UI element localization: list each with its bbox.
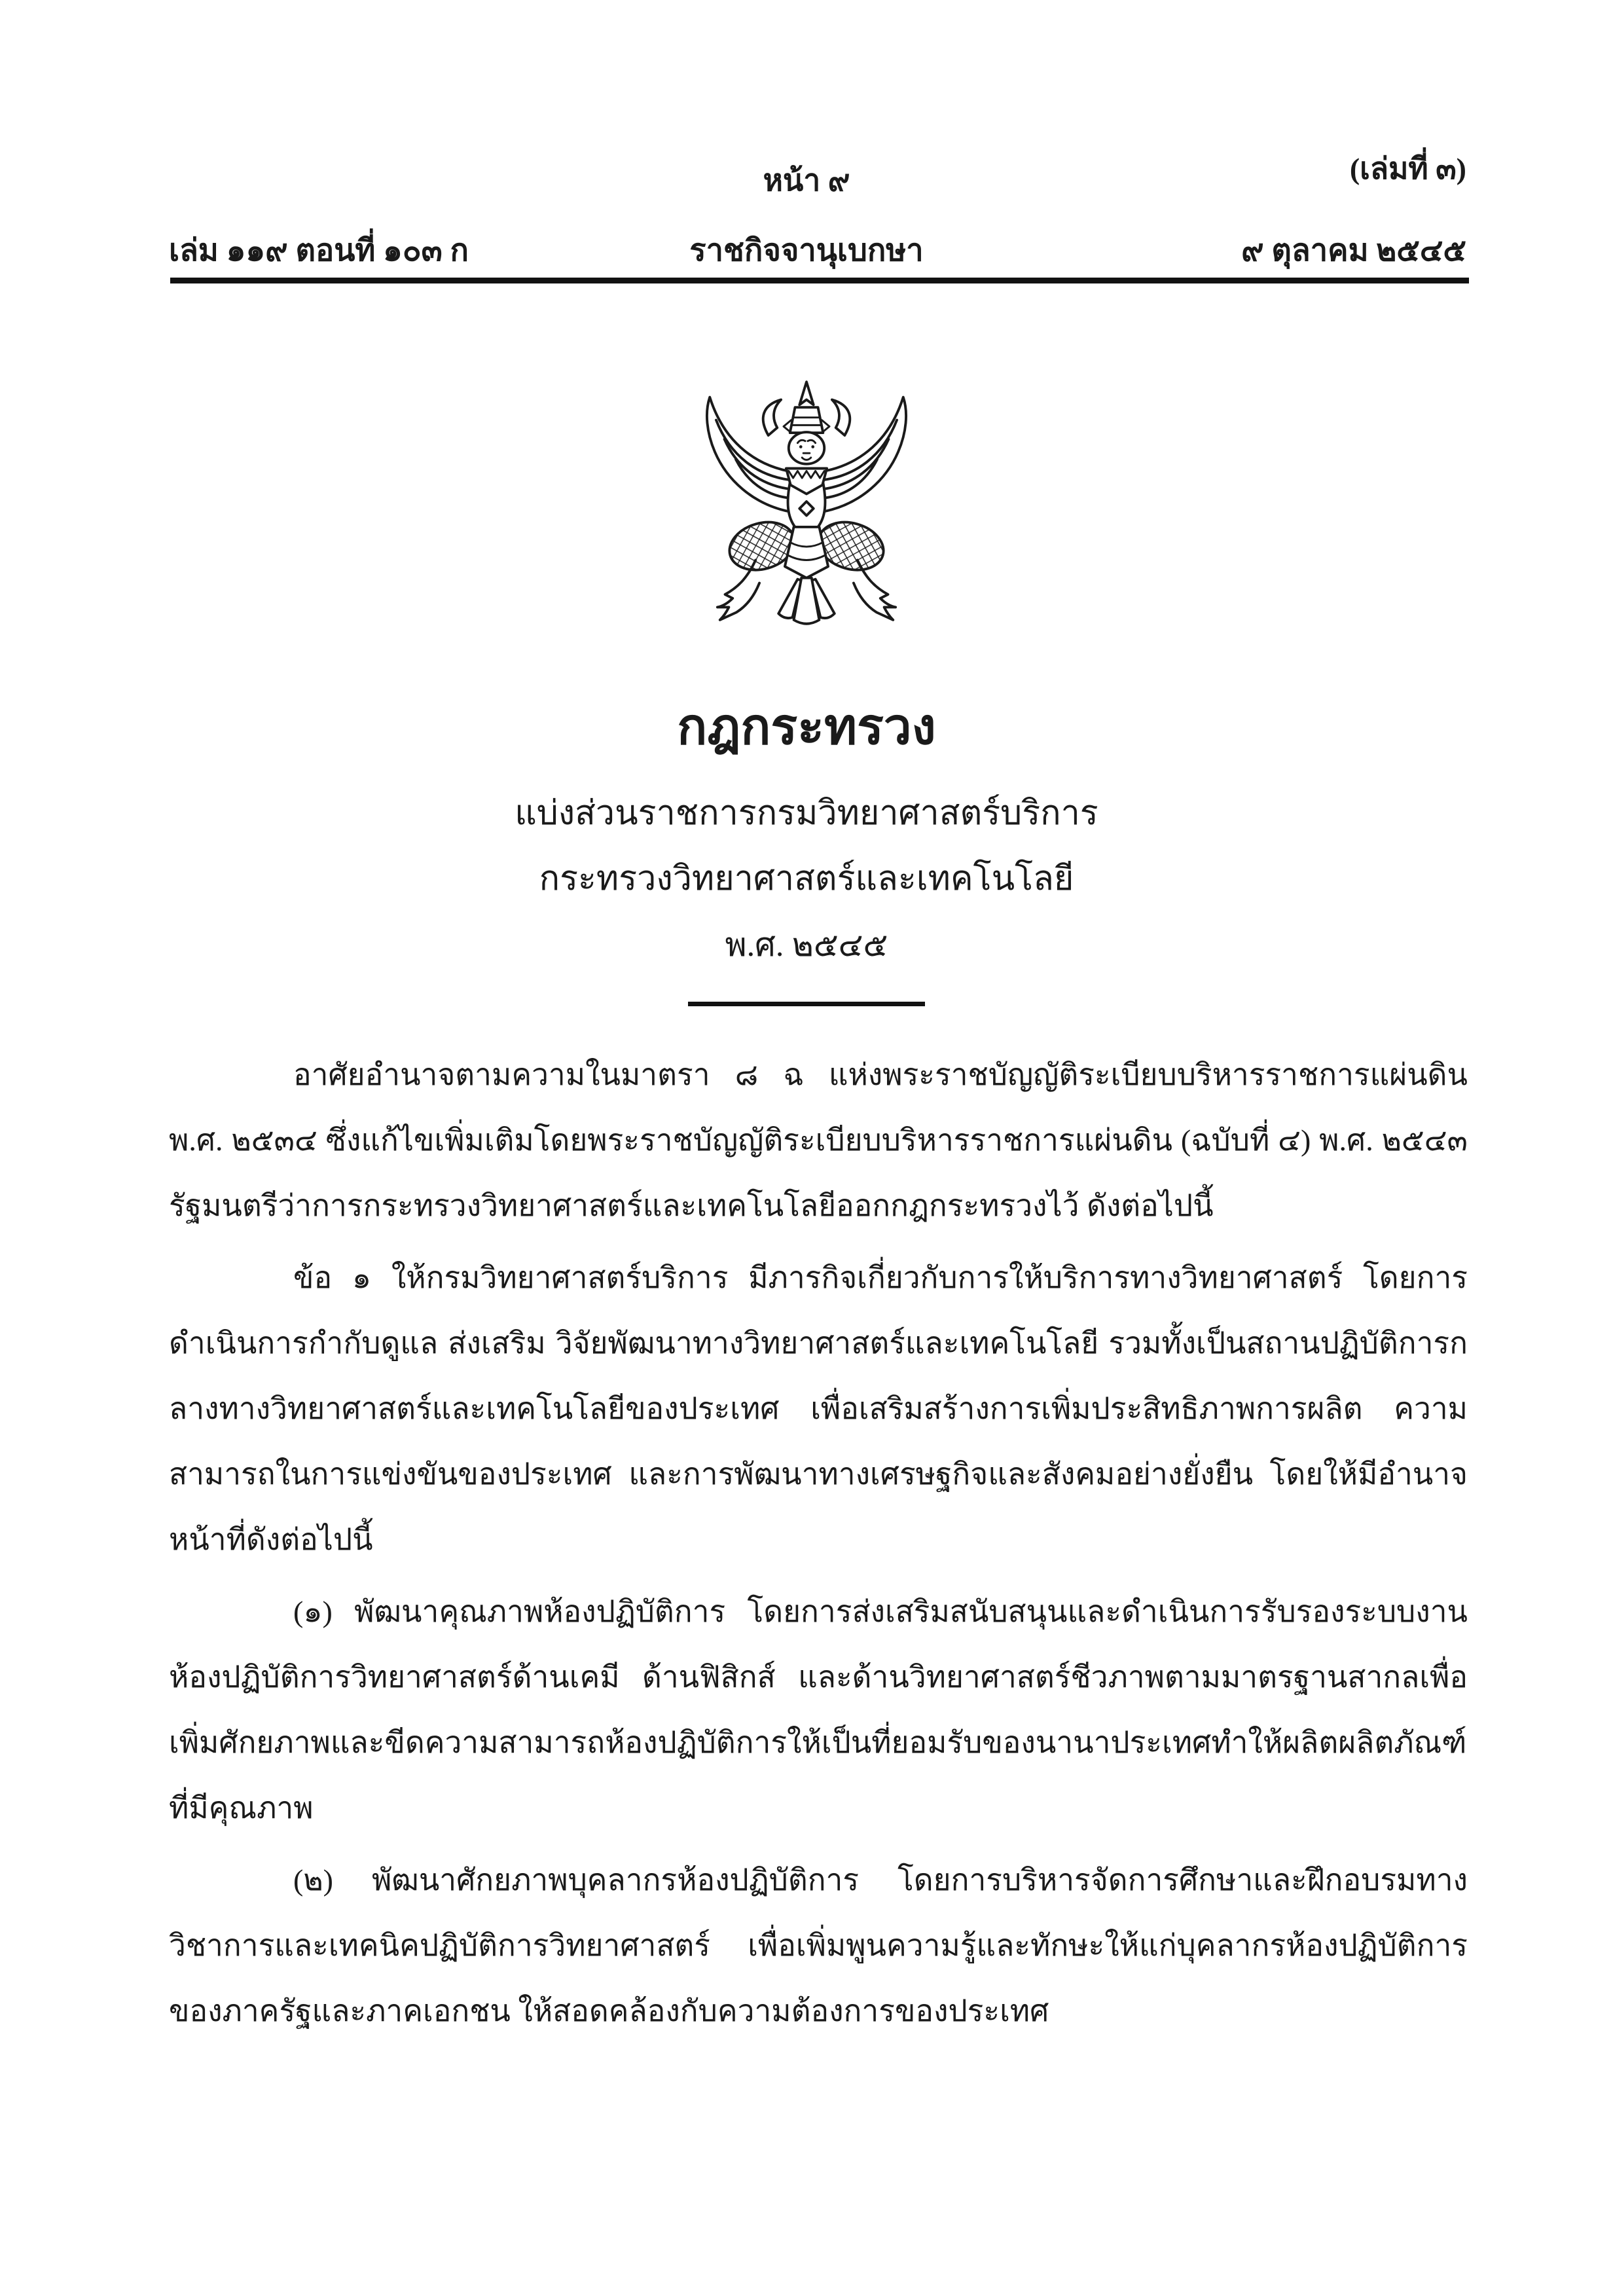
document-subtitle-line3: พ.ศ. ๒๕๔๕: [725, 926, 888, 963]
paragraph-clause-1: ข้อ ๑ ให้กรมวิทยาศาสตร์บริการ มีภารกิจเกี่ยวกับการให้บริการทางวิทยาศาสตร์ โดยการดำเนินการกำกับดูแล ส่งเสริม วิจัยพัฒนาทางวิทยาศาสตร์และเทคโนโลยี รวมทั้งเป็นสถานปฏิบัติการกลางทางวิทยาศาสตร์และเทคโนโลยีของประเทศ เพื่อเสริมสร้างการเพิ่มประสิทธิภาพการผลิต ความสามารถในการแข่งขันของประเทศ และการพัฒนาทางเศรษฐกิจและสังคมอย่างยั่งยืน โดยให้มีอำนาจหน้าที่ดังต่อไปนี้: [169, 1261, 1468, 1556]
header-rule: [170, 278, 1469, 283]
volume-note: (เล่มที่ ๓): [1349, 152, 1466, 185]
publication-date: ๙ ตุลาคม ๒๕๔๕: [1241, 234, 1466, 268]
document-body: [169, 1042, 1468, 2044]
gazette-name: ราชกิจจานุเบกษา: [689, 234, 924, 268]
paragraph-clause-1-item-1: (๑) พัฒนาคุณภาพห้องปฏิบัติการ โดยการส่งเสริมสนับสนุนและดำเนินการรับรองระบบงานห้องปฏิบัติการวิทยาศาสตร์ด้านเคมี ด้านฟิสิกส์ และด้านวิทยาศาสตร์ชีวภาพตามมาตรฐานสากลเพื่อเพิ่มศักยภาพและขีดความสามารถห้องปฏิบัติการให้เป็นที่ยอมรับของนานาประเทศทำให้ผลิตผลิตภัณฑ์ที่มีคุณภาพ: [169, 1595, 1468, 1825]
document-subtitle-line2: กระทรวงวิทยาศาสตร์และเทคโนโลยี: [539, 860, 1074, 898]
paragraph-preamble: อาศัยอำนาจตามความในมาตรา ๘ ฉ แห่งพระราชบัญญัติระเบียบบริหารราชการแผ่นดิน พ.ศ. ๒๕๓๔ ซึ่งแก้ไขเพิ่มเติมโดยพระราชบัญญัติระเบียบบริหารราชการแผ่นดิน (ฉบับที่ ๔) พ.ศ. ๒๕๔๓ รัฐมนตรีว่าการกระทรวงวิทยาศาสตร์และเทคโนโลยีออกกฎกระทรวงไว้ ดังต่อไปนี้: [169, 1058, 1468, 1222]
page-number-label: หน้า ๙: [763, 164, 850, 197]
paragraph-clause-1-item-2: (๒) พัฒนาศักยภาพบุคลากรห้องปฏิบัติการ โดยการบริหารจัดการศึกษาและฝึกอบรมทางวิชาการและเทคนิคปฏิบัติการวิทยาศาสตร์ เพื่อเพิ่มพูนความรู้และทักษะให้แก่บุคลากรห้องปฏิบัติการของภาครัฐและภาคเอกชน ให้สอดคล้องกับความต้องการของประเทศ: [169, 1863, 1468, 2028]
garuda-emblem-icon: [692, 374, 921, 631]
document-title: กฎกระทรวง: [677, 700, 936, 755]
document-subtitle-line1: แบ่งส่วนราชการกรมวิทยาศาสตร์บริการ: [515, 795, 1098, 832]
title-divider: [688, 1002, 925, 1006]
issue-info: เล่ม ๑๑๙ ตอนที่ ๑๐๓ ก: [169, 234, 469, 268]
